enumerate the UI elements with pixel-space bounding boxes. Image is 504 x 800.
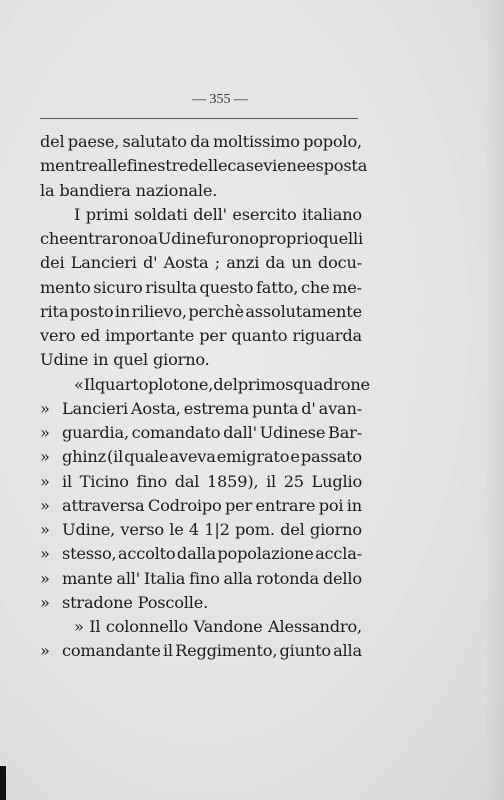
quote-text: « Il quarto plotone, del primo squadrone — [74, 374, 370, 394]
text-line: del paese, salutato da moltissimo popolo, — [40, 132, 362, 151]
page-body — [40, 130, 370, 664]
quote-text: ghinz (il quale aveva emigrato e passato — [62, 447, 362, 467]
text-line: Udine in quel giorno. — [40, 350, 210, 370]
text-line: dei Lancieri d' Aosta ; anzi da un docu- — [40, 253, 362, 273]
quote-line — [40, 567, 362, 591]
header-rule — [40, 118, 358, 119]
quote-mark: » — [40, 568, 50, 588]
quote-text: Udine, verso le 4 1|2 pom. del giorno — [62, 520, 362, 539]
page-number: — 355 — — [192, 92, 248, 107]
quote-line — [40, 518, 362, 542]
text-line: mento sicuro risulta questo fatto, che me- — [40, 277, 362, 297]
quote-text: » Il colonnello Vandone Alessandro, — [74, 617, 362, 636]
quote-line — [40, 639, 362, 663]
quote-text: comandante il Reggimento, giunto alla — [62, 641, 362, 661]
quote-text: stesso, accolto dalla popolazione accla- — [62, 544, 362, 564]
text-line: rita posto in rilievo, perchè assolutamente — [40, 301, 362, 321]
quote-mark: » — [40, 471, 50, 491]
binding-edge — [0, 766, 6, 800]
quote-mark: » — [40, 447, 50, 467]
quote-line — [40, 494, 362, 518]
text-line: I primi soldati dell' esercito italiano — [74, 204, 362, 224]
page-shadow — [484, 0, 504, 800]
quote-mark: » — [40, 592, 50, 612]
quote-text: mante all' Italia fino alla rotonda dello — [62, 568, 362, 588]
quote-text: Lancieri Aosta, estrema punta d' avan- — [62, 398, 362, 418]
quote-mark: » — [40, 423, 50, 442]
quote-text: il Ticino fino dal 1859), il 25 Luglio — [62, 471, 362, 491]
quote-mark: » — [40, 544, 50, 564]
quote-line — [40, 470, 362, 494]
quote-text: attraversa Codroipo per entrare poi in — [62, 495, 362, 515]
text-line: la bandiera nazionale. — [40, 180, 218, 200]
text-line: che entrarono a Udine furono proprio quelli — [40, 229, 363, 248]
quote-mark: » — [40, 520, 50, 539]
text-line: mentre alle finestre delle case viene esposta — [40, 156, 368, 176]
quote-line — [40, 373, 370, 397]
quote-line — [40, 421, 362, 445]
quote-line — [40, 542, 362, 566]
quote-mark: » — [40, 641, 50, 661]
quote-text: stradone Poscolle. — [62, 592, 209, 612]
text-line: vero ed importante per quanto riguarda — [40, 326, 362, 345]
quote-line — [40, 615, 362, 639]
quote-line — [40, 397, 362, 421]
quote-mark: » — [40, 495, 50, 515]
quote-text: guardia, comandato dall' Udinese Bar- — [62, 423, 362, 442]
quote-line — [40, 445, 362, 469]
quote-mark: » — [40, 398, 50, 418]
quote-line — [40, 591, 362, 615]
